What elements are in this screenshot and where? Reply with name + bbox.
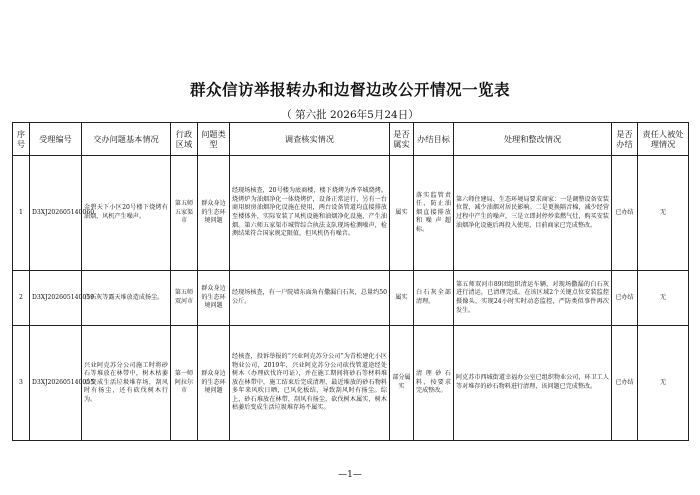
cell-issue: 金碧天下小区20号楼下烧烤有油烟，风机产生噪声。: [82, 156, 171, 271]
page-number: —1—: [338, 470, 362, 480]
header-handling: 处理和整改情况: [454, 123, 612, 156]
cell-target: 落实监管责任，防止油烟直接排放和噪声超标。: [414, 156, 454, 271]
page-title: 群众信访举报转办和边督边改公开情况一览表: [189, 80, 510, 99]
cell-region: 第五师五家渠市: [171, 156, 198, 271]
table-row: [13, 326, 689, 441]
cell-seq: 1: [13, 156, 30, 271]
cell-target: 清理砂石料，按要求完成整改。: [414, 326, 454, 441]
cell-seq: 3: [13, 326, 30, 441]
cell-type: 群众身边的生态环境问题: [198, 326, 230, 441]
cell-issue: 白石灰等露天堆放造成扬尘。: [82, 271, 171, 326]
cell-type: 群众身边的生态环境问题: [198, 271, 230, 326]
header-target: 办结目标: [414, 123, 454, 156]
header-id: 受理编号: [30, 123, 82, 156]
cell-handling: 第五师双河市89团组织清运车辆，对现场撒漏的白石灰进行清运，已清理完成。在该区域2个关键点位安装监控摄像头，实现24小时实时动态监控，严防类似事件再次发生。: [454, 271, 612, 326]
cell-handling: 第六师住建局、生态环境局要求商家：一是调整设备安装位置，减少油烟对居民影响。二是更换隔音棉，减少经营过程中产生的噪声，三是立即封停炒菜燃气灶，购买安装油烟净化设施后再投入使用，目前商家已完成整改。: [454, 156, 612, 271]
petition-table: [12, 122, 689, 441]
cell-accountability: 无: [638, 271, 689, 326]
table-row: [13, 271, 689, 326]
cell-closed: 已办结: [612, 326, 638, 441]
table-header-row: [13, 123, 689, 156]
header-region: 行政区域: [171, 123, 198, 156]
cell-region: 第一师阿拉尔市: [171, 326, 198, 441]
cell-investigation: 经核查，投诉举报的“兴业阿克苏分公司”为青松建化小区物业公司，2019年，兴业阿克苏分公司砍伐管道途经处树木（办理砍伐许可证），并在施工期间将砂石等材料堆放在林带中，施工结束后完成清理，最近堆放的砂石物料多年来风吹日晒，已风化板结，导致刮风时有扬尘。综上，砂石堆放在林带，刮风有扬尘，砍伐树木属实，树木枯萎后变成生活垃圾堆存场不属实。: [230, 326, 390, 441]
cell-closed: 已办结: [612, 271, 638, 326]
header-issue: 交办问题基本情况: [82, 123, 171, 156]
header-type: 问题类型: [198, 123, 230, 156]
cell-type: 群众身边的生态环境问题: [198, 156, 230, 271]
header-closed: 是否办结: [612, 123, 638, 156]
header-accountability: 责任人被处理情况: [638, 123, 689, 156]
cell-investigation: 经现场核查，20号楼为底商楼，楼下烧烤为香辛城烧烤。烧烤炉为油烟净化一体烧烤炉，设备正常运行，另有一台商用厨房油烟净化设施在使用，两台设备管道均直接排放至楼体外，实际安装了风机设施和油烟净化设施，产生油烟。第六师五家渠市城管综合执法支队现场检测噪声，检测结果符合国家规定限值，但风机仍有噪音。: [230, 156, 390, 271]
table-row: [13, 156, 689, 271]
cell-seq: 2: [13, 271, 30, 326]
batch-date-subtitle: （ 第六批 2026年5月24日）: [281, 109, 419, 121]
cell-investigation: 经现场核查，有一户院墙东面角有撒漏白石灰，总量约50公斤。: [230, 271, 390, 326]
cell-verified: 属实: [390, 156, 414, 271]
cell-issue: 兴业阿克苏分公司施工时将砂石等堆放在林带中，树木枯萎后变成生活垃圾堆存场，刮风时有扬尘，还有砍伐树木行为。: [82, 326, 171, 441]
cell-accountability: 无: [638, 156, 689, 271]
cell-verified: 属实: [390, 271, 414, 326]
cell-id: D3XJ202605140059: [30, 271, 82, 326]
cell-verified: 部分属实: [390, 326, 414, 441]
header-investigation: 调查核实情况: [230, 123, 390, 156]
header-verified: 是否属实: [390, 123, 414, 156]
header-seq: 序号: [13, 123, 30, 156]
cell-id: D3XJ202605140055: [30, 326, 82, 441]
cell-id: D3XJ202605140060: [30, 156, 82, 271]
cell-closed: 已办结: [612, 156, 638, 271]
cell-accountability: 无: [638, 326, 689, 441]
cell-handling: 阿克苏市西城街道幸福办公室已组织物业公司，环卫工人等对堆存的砂石物料进行清理，该问题已完成整改。: [454, 326, 612, 441]
cell-target: 白石灰全部清理。: [414, 271, 454, 326]
cell-region: 第五师双河市: [171, 271, 198, 326]
